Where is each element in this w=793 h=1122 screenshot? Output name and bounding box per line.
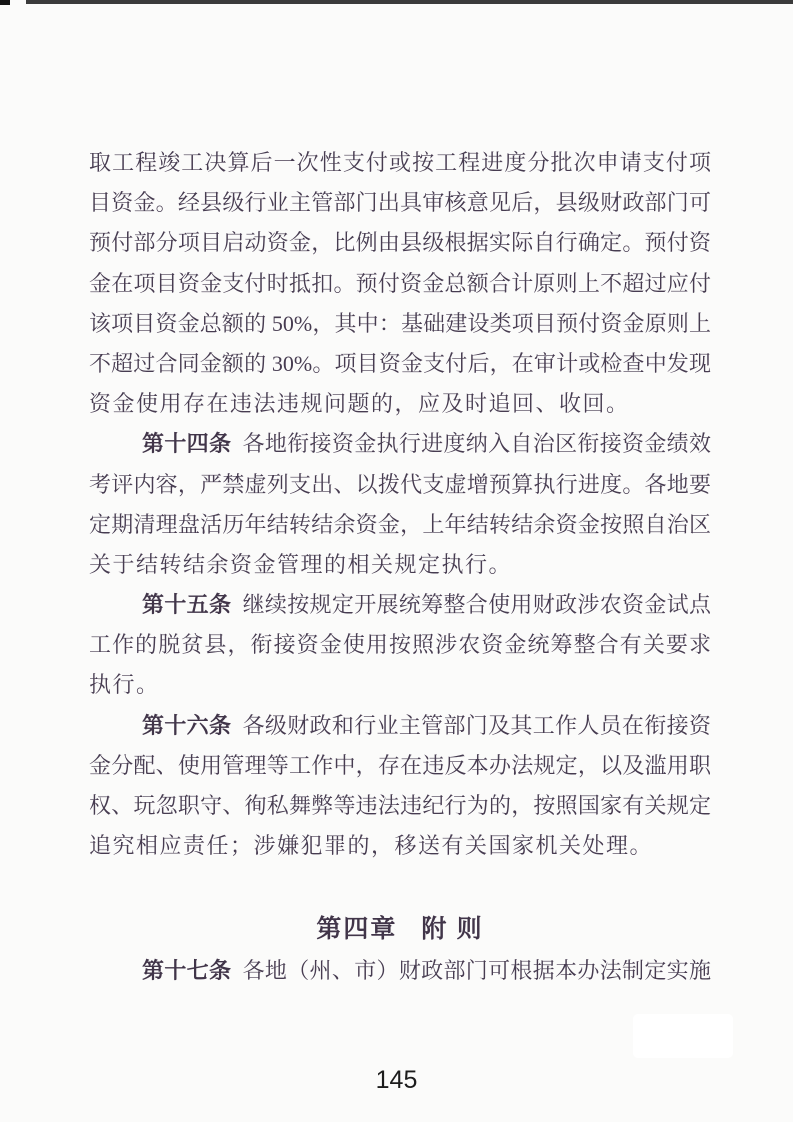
- article-text: 继续按规定开展统筹整合使用财政涉农资金试点: [242, 592, 711, 618]
- body-line: 考评内容，严禁虚列支出、以拨代支虚增预算执行进度。各地要: [89, 471, 711, 497]
- chapter-number: 第四章: [316, 916, 398, 944]
- page-number: 145: [375, 1066, 418, 1094]
- article-text: 各级财政和行业主管部门及其工作人员在衔接资: [242, 712, 711, 738]
- body-line: 该项目资金总额的 50%，其中：基础建设类项目预付资金原则上: [89, 310, 711, 336]
- body-line: 目资金。经县级行业主管部门出具审核意见后，县级财政部门可: [89, 190, 711, 216]
- scan-artifact-patch: [633, 1014, 733, 1058]
- body-line: 不超过合同金额的 30%。项目资金支付后，在审计或检查中发现: [89, 350, 711, 376]
- body-line: 金分配、使用管理等工作中，存在违反本办法规定，以及滥用职: [89, 752, 711, 778]
- document-body: [89, 143, 711, 992]
- body-line: 取工程竣工决算后一次性支付或按工程进度分批次申请支付项: [89, 150, 711, 175]
- body-line: 资金使用存在违法违规问题的，应及时追回、收回。: [89, 391, 630, 417]
- body-line: 金在项目资金支付时抵扣。预付资金总额合计原则上不超过应付: [89, 270, 711, 296]
- body-line: [89, 585, 711, 625]
- body-line: 权、玩忽职守、徇私舞弊等违法违纪行为的，按照国家有关规定: [89, 793, 711, 818]
- body-line: [89, 424, 711, 464]
- body-line: 预付部分项目启动资金，比例由县级根据实际自行确定。预付资: [89, 230, 711, 256]
- scan-artifact-top-bar: [26, 0, 793, 4]
- article-number: 第十五条: [142, 592, 232, 618]
- article-text: 各地（州、市）财政部门可根据本办法制定实施: [242, 958, 711, 984]
- chapter-heading: [89, 909, 711, 951]
- body-line: [89, 951, 711, 991]
- chapter-title: 附 则: [421, 916, 484, 944]
- article-number: 第十四条: [142, 431, 232, 457]
- article-text: 各地衔接资金执行进度纳入自治区衔接资金绩效: [242, 431, 711, 457]
- body-line: 关于结转结余资金管理的相关规定执行。: [89, 551, 513, 577]
- body-line: 执行。: [89, 672, 160, 698]
- body-line: 工作的脱贫县，衔接资金使用按照涉农资金统筹整合有关要求: [89, 632, 711, 658]
- scan-artifact-corner: [0, 0, 10, 5]
- article-number: 第十七条: [142, 958, 232, 984]
- body-line: 定期清理盘活历年结转结余资金，上年结转结余资金按照自治区: [89, 511, 711, 537]
- body-line: [89, 706, 711, 746]
- article-number: 第十六条: [142, 712, 232, 738]
- body-line: 追究相应责任；涉嫌犯罪的，移送有关国家机关处理。: [89, 833, 654, 859]
